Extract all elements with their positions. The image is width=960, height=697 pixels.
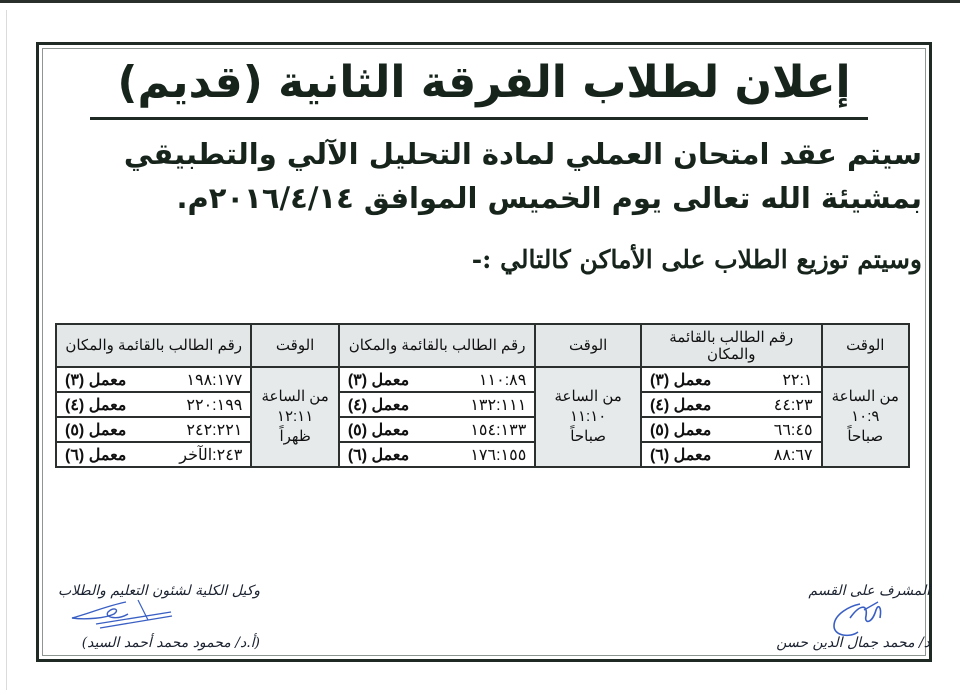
lab-name: معمل (٥) xyxy=(649,421,712,439)
table-row xyxy=(56,392,909,417)
lab-name: معمل (٣) xyxy=(65,371,127,389)
time-value: ١٠:٩ xyxy=(851,408,880,425)
range-cell xyxy=(56,392,251,417)
lab-name: معمل (٥) xyxy=(347,421,410,439)
header-time-1: الوقت xyxy=(822,324,909,367)
time-cell-group-2 xyxy=(535,367,641,467)
time-period: صباحاً xyxy=(570,428,606,445)
lab-name: معمل (٣) xyxy=(347,371,410,389)
student-range: ٦٦:٤٥ xyxy=(773,421,813,439)
intro-line-1: سيتم عقد امتحان العملي لمادة التحليل الآلي والتطبيقي xyxy=(123,137,922,171)
time-cell-group-1 xyxy=(822,367,909,467)
supervisor-name: د/ محمد جمال الدين حسن xyxy=(776,635,930,651)
range-cell xyxy=(56,442,251,467)
student-range: ١٩٨:١٧٧ xyxy=(186,371,243,389)
student-range: ٨٨:٦٧ xyxy=(773,446,813,464)
student-range: ٢٤٢:٢٢١ xyxy=(186,421,243,439)
header-time-2: الوقت xyxy=(535,324,641,367)
vice-dean-name: (أ.د/ محمود محمد أحمد السيد) xyxy=(81,635,260,651)
title-underline xyxy=(90,117,868,120)
intro-line-2: بمشيئة الله تعالى يوم الخميس الموافق ٢٠١٦/٤/١٤م. xyxy=(176,181,922,215)
lab-name: معمل (٤) xyxy=(649,396,712,414)
student-range: ٢٢٠:١٩٩ xyxy=(186,396,243,414)
lab-name: معمل (٤) xyxy=(347,396,410,414)
header-range-3: رقم الطالب بالقائمة والمكان xyxy=(56,324,251,367)
lab-name: معمل (٦) xyxy=(347,446,410,464)
time-label: من الساعة xyxy=(554,388,622,405)
lab-name: معمل (٣) xyxy=(649,371,712,389)
announcement-intro xyxy=(62,132,922,220)
distribution-line: وسيتم توزيع الطلاب على الأماكن كالتالي :- xyxy=(471,245,922,274)
lab-name: معمل (٥) xyxy=(65,421,127,439)
range-cell xyxy=(56,417,251,442)
range-cell xyxy=(641,442,822,467)
header-time-3: الوقت xyxy=(251,324,338,367)
student-range: ١٧٦:١٥٥ xyxy=(470,446,527,464)
time-cell-group-3 xyxy=(251,367,338,467)
range-cell xyxy=(641,392,822,417)
range-cell xyxy=(339,417,535,442)
time-label: من الساعة xyxy=(831,388,899,405)
supervisor-role: المشرف على القسم xyxy=(808,583,930,599)
header-range-2: رقم الطالب بالقائمة والمكان xyxy=(339,324,535,367)
time-period: صباحاً xyxy=(847,428,884,445)
lab-name: معمل (٦) xyxy=(65,446,127,464)
lab-name: معمل (٦) xyxy=(649,446,712,464)
range-cell xyxy=(56,367,251,392)
time-value: ١٢:١١ xyxy=(276,408,314,425)
range-cell xyxy=(641,417,822,442)
student-range: ٢٤٣:الآخر xyxy=(179,446,243,464)
time-value: ١١:١٠ xyxy=(569,408,607,425)
student-range: ١٥٤:١٣٣ xyxy=(470,421,527,439)
range-cell xyxy=(339,392,535,417)
table-row xyxy=(56,367,909,392)
time-period: ظهراً xyxy=(279,428,311,445)
supervisor-signature-block xyxy=(740,582,930,652)
student-range: ١٣٢:١١١ xyxy=(470,396,527,414)
range-cell xyxy=(339,442,535,467)
scan-edge-left xyxy=(6,10,7,690)
vice-dean-signature-block xyxy=(50,582,260,652)
student-range: ٢٢:١ xyxy=(782,371,813,389)
student-range: ١١٠:٨٩ xyxy=(478,371,527,389)
announcement-title: إعلان لطلاب الفرقة الثانية (قديم) xyxy=(117,57,851,108)
table-header-row xyxy=(56,324,909,367)
scan-edge-top xyxy=(0,0,960,3)
range-cell xyxy=(339,367,535,392)
range-cell xyxy=(641,367,822,392)
student-range: ٤٤:٢٣ xyxy=(773,396,813,414)
time-label: من الساعة xyxy=(261,388,329,405)
header-range-1: رقم الطالب بالقائمة والمكان xyxy=(641,324,822,367)
table-row xyxy=(56,442,909,467)
vice-dean-role: وكيل الكلية لشئون التعليم والطلاب xyxy=(57,583,260,599)
table-row xyxy=(56,417,909,442)
lab-name: معمل (٤) xyxy=(65,396,127,414)
exam-schedule-table xyxy=(55,323,910,468)
